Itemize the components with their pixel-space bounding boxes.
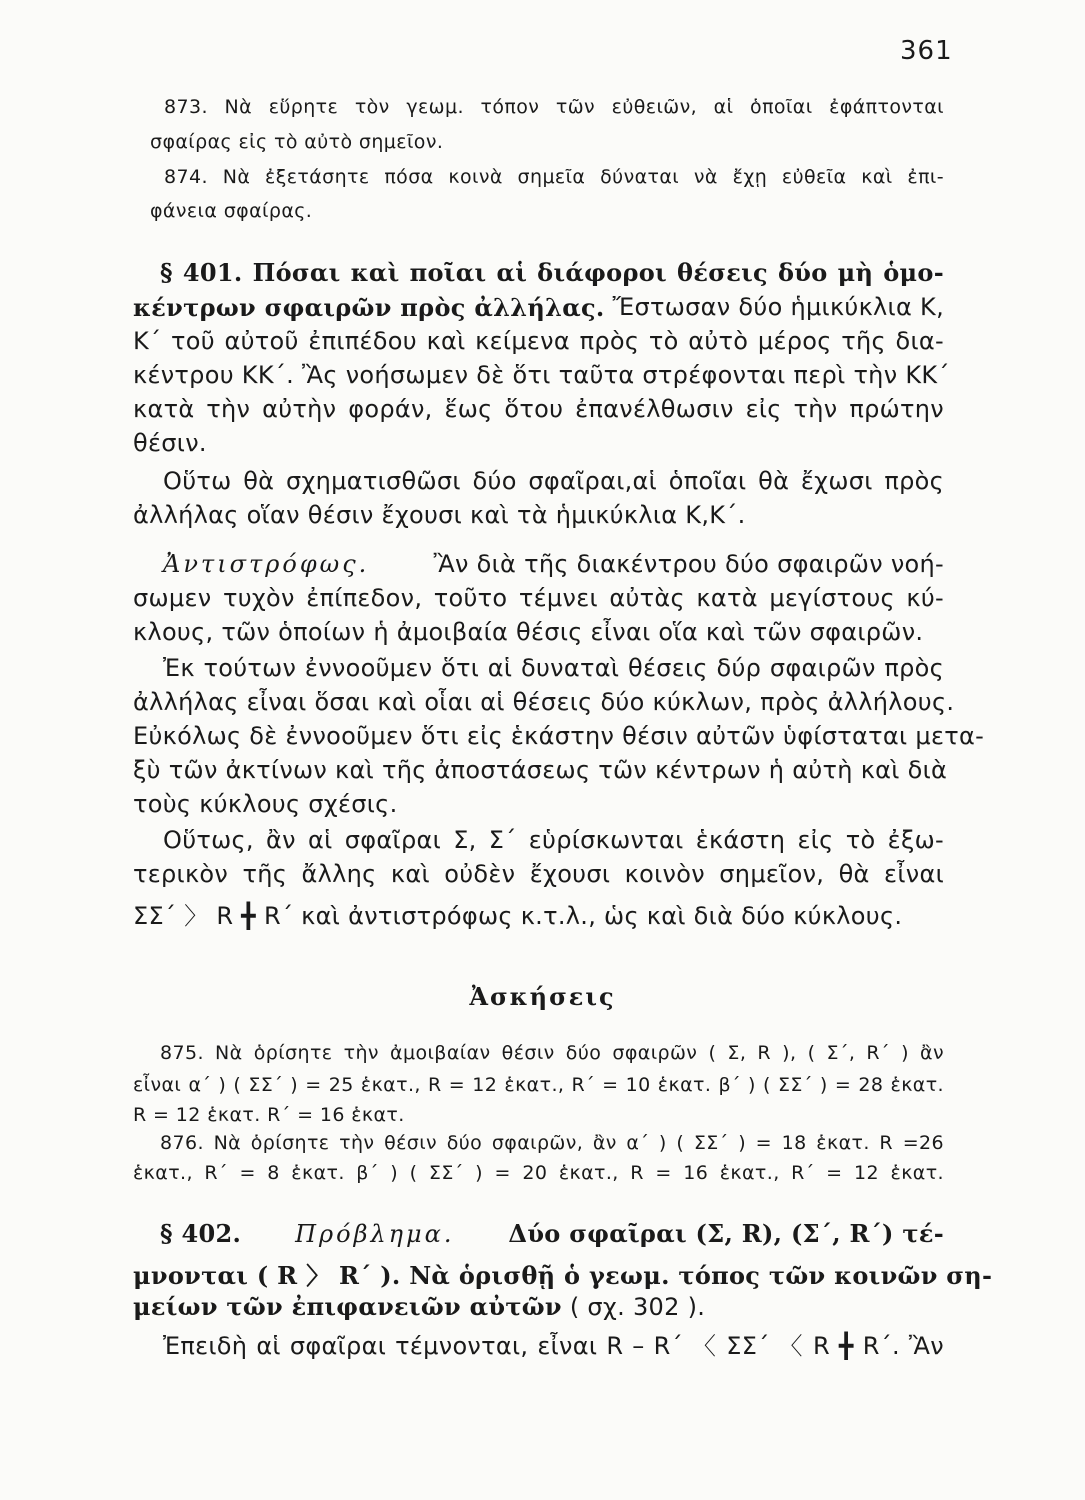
section-401-para5-line-2: τερικὸν τῆς ἄλλης καὶ οὐδὲν ἔχουσι κοινὸν σημεῖον, θὰ εἶναι: [133, 860, 944, 888]
conversely-italic-label: Ἀντιστρόφως.: [163, 550, 370, 578]
section-402-line-4: Ἐπειδὴ αἱ σφαῖραι τέμνονται, εἶναι R – R΄ 〈 ΣΣ΄ 〈 R ╋ R΄. Ἂν: [163, 1332, 944, 1360]
section-401-line-4: κέντρου ΚΚ΄. Ἂς νοήσωμεν δὲ ὅτι ταῦτα στρέφονται περὶ τὴν ΚΚ΄: [133, 361, 950, 389]
section-402-heading-line-2: μνονται ( R 〉 R΄ ). Νὰ ὁρισθῇ ὁ γεωμ. τόπος τῶν κοινῶν ση-: [133, 1261, 993, 1290]
section-401-heading-line-2: κέντρων σφαιρῶν πρὸς ἀλλήλας.: [133, 293, 605, 322]
exercise-874-line-2: φάνεια σφαίρας.: [150, 200, 313, 222]
figure-reference: ( σχ. 302 ).: [569, 1293, 706, 1321]
exercise-873-line-1: 873. Νὰ εὕρητε τὸν γεωμ. τόπον τῶν εὐθειῶν, αἱ ὁποῖαι ἐφάπτονται: [164, 96, 944, 118]
section-401-line-6: θέσιν.: [133, 429, 207, 457]
section-401-para5-line-1: Οὕτως, ἂν αἱ σφαῖραι Σ, Σ΄ εὑρίσκωνται ἑκάστη εἰς τὸ ἐξω-: [163, 826, 944, 854]
section-401-para4-line-2: ἀλλήλας εἶναι ὅσαι καὶ οἷαι αἱ θέσεις δύο κύκλων, πρὸς ἀλλήλους.: [133, 688, 955, 716]
section-401-para3-line-3: κλους, τῶν ὁποίων ἡ ἀμοιβαία θέσις εἶναι οἵα καὶ τῶν σφαιρῶν.: [133, 618, 924, 646]
section-401-para2-line-1: Οὕτω θὰ σχηματισθῶσι δύο σφαῖραι,αἱ ὁποῖαι θὰ ἔχωσι πρὸς: [163, 467, 944, 495]
exercise-875-line-3: R = 12 ἑκατ. R΄ = 16 ἑκατ.: [133, 1104, 405, 1126]
exercise-875-line-1: 875. Νὰ ὁρίσητε τὴν ἀμοιβαίαν θέσιν δύο σφαιρῶν ( Σ, R ), ( Σ΄, R΄ ) ἂν: [160, 1042, 944, 1064]
section-401-line-3: Κ΄ τοῦ αὐτοῦ ἐπιπέδου καὶ κείμενα πρὸς τὸ αὐτὸ μέρος τῆς δια-: [133, 327, 944, 355]
section-401-para3-line-1-text: Ἂν διὰ τῆς διακέντρου δύο σφαιρῶν νοή-: [433, 550, 944, 578]
section-401-para3-line-1: [163, 550, 944, 578]
section-402-line-3: [133, 1292, 705, 1321]
section-401-para4-line-1: Ἐκ τούτων ἐννοοῦμεν ὅτι αἱ δυναταὶ θέσεις δύρ σφαιρῶν πρὸς: [163, 654, 944, 682]
exercise-874-line-1: 874. Νὰ ἐξετάσητε πόσα κοινὰ σημεῖα δύναται νὰ ἔχῃ εὐθεῖα καὶ ἐπι-: [164, 166, 944, 188]
section-401-para4-line-5: τοὺς κύκλους σχέσις.: [133, 790, 398, 818]
section-402-heading-line-1: Δύο σφαῖραι (Σ, R), (Σ΄, R΄) τέ-: [508, 1219, 944, 1248]
exercise-876-line-2: ἑκατ., R΄ = 8 ἑκατ. β΄ ) ( ΣΣ΄ ) = 20 ἑκατ., R = 16 ἑκατ., R΄ = 12 ἑκατ.: [133, 1162, 944, 1184]
page-number: 361: [900, 36, 953, 66]
problem-italic-label: Πρόβλημα.: [295, 1220, 455, 1248]
exercise-873-line-2: σφαίρας εἰς τὸ αὐτὸ σημεῖον.: [150, 131, 444, 153]
section-401-para2-line-2: ἀλλήλας οἵαν θέσιν ἔχουσι καὶ τὰ ἡμικύκλια Κ,Κ΄.: [133, 501, 746, 529]
section-402-label: § 402.: [160, 1219, 242, 1248]
section-401-line-2-text: Ἔστωσαν δύο ἡμικύκλια Κ,: [612, 293, 944, 321]
section-402-heading-line-3: μείων τῶν ἐπιφανειῶν αὐτῶν: [133, 1292, 562, 1321]
section-401-line-2: [133, 293, 944, 322]
exercises-heading: Ἀσκήσεις: [469, 982, 616, 1011]
section-401-para5-line-3: ΣΣ΄ 〉 R ╋ R΄ καὶ ἀντιστρόφως κ.τ.λ., ὡς καὶ διὰ δύο κύκλους.: [133, 902, 903, 930]
section-401-para4-line-3: Εὐκόλως δὲ ἐννοοῦμεν ὅτι εἰς ἑκάστην θέσιν αὐτῶν ὑφίσταται μετα-: [133, 722, 985, 750]
section-402-line-1: [160, 1219, 944, 1248]
section-401-para3-line-2: σωμεν τυχὸν ἐπίπεδον, τοῦτο τέμνει αὐτὰς κατὰ μεγίστους κύ-: [133, 584, 944, 612]
section-401-heading-line-1: § 401. Πόσαι καὶ ποῖαι αἱ διάφοροι θέσεις δύο μὴ ὁμο-: [160, 258, 944, 287]
section-401-line-5: κατὰ τὴν αὐτὴν φοράν, ἕως ὅτου ἐπανέλθωσιν εἰς τὴν πρώτην: [133, 395, 944, 423]
exercise-876-line-1: 876. Νὰ ὁρίσητε τὴν θέσιν δύο σφαιρῶν, ἂν α΄ ) ( ΣΣ΄ ) = 18 ἑκατ. R =26: [160, 1132, 944, 1154]
section-401-para4-line-4: ξὺ τῶν ἀκτίνων καὶ τῆς ἀποστάσεως τῶν κέντρων ἡ αὐτὴ καὶ διὰ: [133, 756, 948, 784]
exercise-875-line-2: εἶναι α΄ ) ( ΣΣ΄ ) = 25 ἑκατ., R = 12 ἑκατ., R΄ = 10 ἑκατ. β΄ ) ( ΣΣ΄ ) = 28 ἑκατ.: [133, 1074, 944, 1096]
